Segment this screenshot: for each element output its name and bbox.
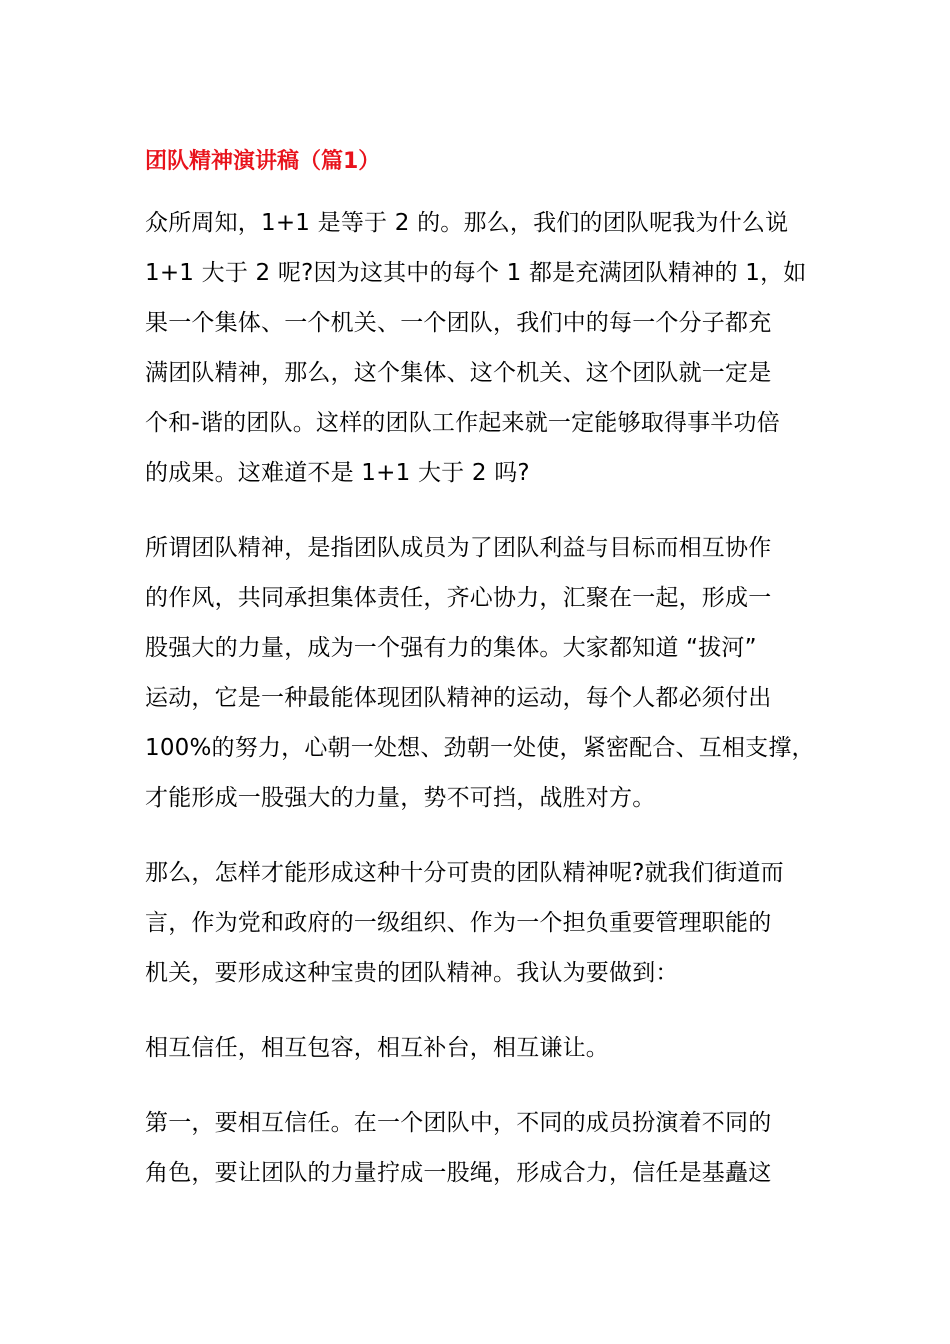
text-line: 个和-谐的团队。这样的团队工作起来就一定能够取得事半功倍	[145, 410, 780, 436]
text-line: 运动，它是一种最能体现团队精神的运动，每个人都必须付出	[145, 685, 772, 711]
text-line: 1+1 大于 2 呢?因为这其中的每个 1 都是充满团队精神的 1，如	[145, 260, 807, 286]
text-line: 果一个集体、一个机关、一个团队，我们中的每一个分子都充	[145, 310, 772, 336]
text-line: 角色，要让团队的力量拧成一股绳，形成合力，信任是基矗这	[145, 1160, 772, 1186]
text-line: 的成果。这难道不是 1+1 大于 2 吗?	[145, 460, 530, 486]
text-line: 的作风，共同承担集体责任，齐心协力，汇聚在一起，形成一	[145, 585, 772, 611]
text-line: 言，作为党和政府的一级组织、作为一个担负重要管理职能的	[145, 910, 772, 936]
text-line: 机关，要形成这种宝贵的团队精神。我认为要做到：	[145, 960, 679, 986]
paragraph-5	[145, 1098, 805, 1198]
paragraph-2	[145, 523, 815, 823]
text-line: 100%的努力，心朝一处想、劲朝一处使，紧密配合、互相支撑，	[145, 735, 815, 761]
document-title: 团队精神演讲稿（篇1）	[145, 149, 381, 174]
text-line: 众所周知，1+1 是等于 2 的。那么，我们的团队呢我为什么说	[145, 210, 789, 236]
text-line: 才能形成一股强大的力量，势不可挡，战胜对方。	[145, 785, 656, 811]
paragraph-4	[145, 1023, 805, 1073]
paragraph-3	[145, 848, 805, 998]
document-page	[145, 146, 815, 1223]
text-line: 相互信任，相互包容，相互补台，相互谦让。	[145, 1035, 609, 1061]
text-line: 满团队精神，那么，这个集体、这个机关、这个团队就一定是	[145, 360, 772, 386]
text-line: 股强大的力量，成为一个强有力的集体。大家都知道 “拔河”	[145, 635, 757, 661]
paragraph-1	[145, 198, 805, 498]
text-line: 那么，怎样才能形成这种十分可贵的团队精神呢?就我们街道而	[145, 860, 784, 886]
text-line: 第一，要相互信任。在一个团队中，不同的成员扮演着不同的	[145, 1110, 772, 1136]
text-line: 所谓团队精神，是指团队成员为了团队利益与目标而相互协作	[145, 535, 772, 561]
